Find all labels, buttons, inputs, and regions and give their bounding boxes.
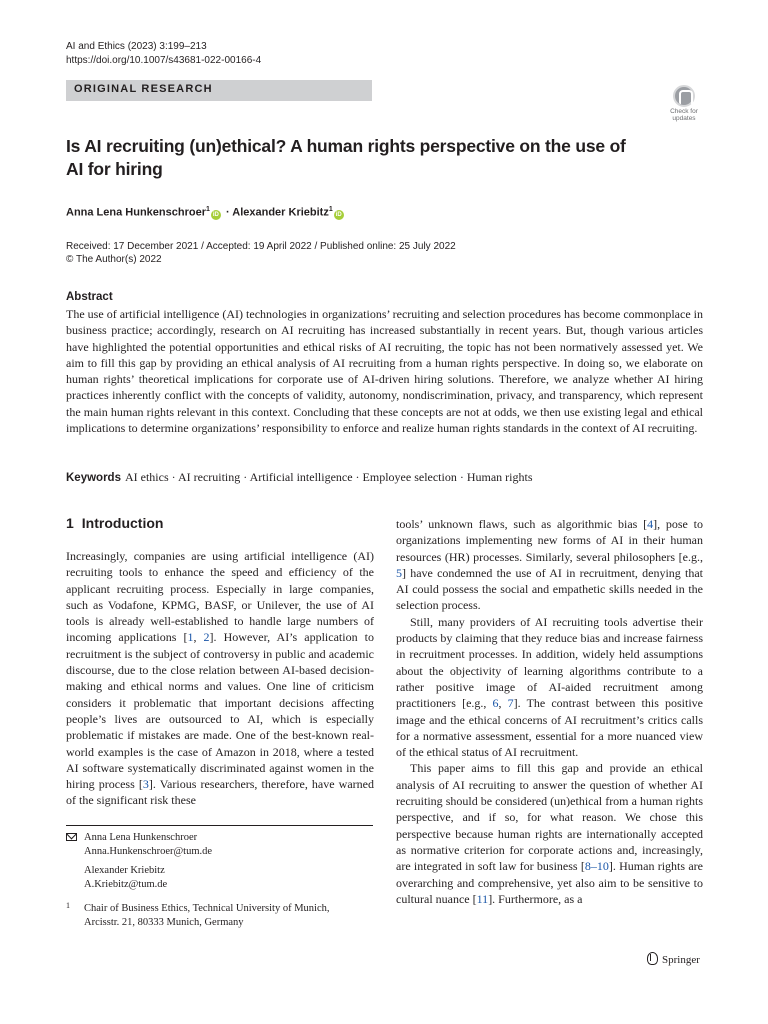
contact-name: Alexander Kriebitz — [84, 865, 165, 876]
contact-email[interactable]: Anna.Hunkenschroer@tum.de — [84, 846, 213, 857]
author-list — [66, 203, 346, 220]
journal-info — [66, 40, 261, 68]
publication-dates — [66, 240, 456, 266]
publisher-name: Springer — [662, 954, 700, 966]
paper-title: Is AI recruiting (un)ethical? A human rights perspective on the use of AI for hiring — [66, 136, 626, 179]
citation-link[interactable]: 3 — [142, 777, 149, 792]
paragraph: Still, many providers of AI recruiting tools advertise their products by claiming that they reduce bias and increase fairness in recruitment processes. In addition, widely held assumptions about the objectivity of learning algorithms contribute to a rather positive image of AI-aided recruitment among practitioners [e.g., 6, 7]. The contrast between this positive image and the ethical concerns of AI recruitment’s critics calls for a normative assessment, essential for a more nuanced view of the ethical status of AI recruitment. — [396, 614, 703, 760]
copyright-line: © The Author(s) 2022 — [66, 254, 162, 265]
affiliation-number: 1 — [66, 901, 70, 910]
author-name[interactable]: Alexander Kriebitz — [232, 206, 329, 219]
journal-citation: AI and Ethics (2023) 3:199–213 — [66, 41, 207, 52]
contact-email[interactable]: A.Kriebitz@tum.de — [84, 879, 168, 890]
abstract-heading: Abstract — [66, 291, 113, 303]
publisher-logo — [646, 951, 700, 966]
citation-link[interactable]: 7 — [507, 696, 514, 711]
body-column-left — [66, 548, 374, 809]
paragraph: This paper aims to fill this gap and provide an ethical analysis of AI recruiting to answer the question of whether AI recruiting should be considered (un)ethical from a human rights perspective, and if so, for what reason. We chose this perspective because human rights are internationally accepted as normative criterion for corporate actions and, increasingly, are integrated in soft law for business [8–10]. Human rights are overarching and comprehensive, yet also aim to be sensitive to cultural nuance [11]. Furthermore, as a — [396, 761, 703, 906]
section-heading-introduction — [66, 515, 163, 531]
citation-link[interactable]: 11 — [476, 891, 489, 906]
citation-link[interactable]: 6 — [492, 696, 499, 711]
affiliation-marker: 1 — [205, 206, 210, 213]
keywords-text: AI ethics · AI recruiting · Artificial intelligence · Employee selection · Human rights — [124, 470, 533, 484]
citation-link[interactable]: 5 — [396, 565, 402, 580]
section-number: 1 — [66, 515, 74, 531]
keywords-line — [66, 469, 533, 486]
citation-link[interactable]: 1 — [187, 630, 194, 645]
doi-link[interactable]: https://doi.org/10.1007/s43681-022-00166-4 — [66, 55, 262, 66]
check-for-updates-icon — [673, 85, 695, 107]
citation-link[interactable]: 2 — [203, 630, 210, 645]
check-for-updates-text: Check for updates — [670, 108, 698, 122]
paragraph: Increasingly, companies are using artificial intelligence (AI) recruiting tools to enhance the speed and efficiency of the applicant recruiting process. Especially in large companies, such as Vodafone, KPMG, BASF, or Unilever, the use of AI tools is already well-established to handle large numbers of incoming applications [1, 2]. However, AI’s application to recruitment is the subject of controversy in public and academic discourse, due to the close relation between AI-based decision-making and ethical norms and values. One line of criticism considers it problematic that important decisions affecting people’s lives are outsourced to AI, which is especially problematic if mistakes are made. One of the best-known real-world examples is the case of Amazon in 2018, where a tested AI software systematically discriminated against women in the hiring process [3]. Various researchers, therefore, have warned of the significant risk these — [66, 549, 374, 808]
orcid-icon[interactable]: iD — [212, 211, 219, 218]
corresponding-author-2 — [84, 864, 167, 892]
citation-link[interactable]: 4 — [647, 517, 654, 531]
citation-link[interactable]: 8–10 — [584, 859, 609, 874]
section-title: Introduction — [81, 515, 164, 531]
paragraph: tools’ unknown flaws, such as algorithmic bias [4], pose to organizations implementing new forms of AI in their human resources (HR) processes. Similarly, several philosophers [e.g., 5] have condemned the use of AI in recruitment, denying that AI could possess the social and empathetic skills needed in the selection process. — [396, 517, 703, 613]
keywords-label: Keywords — [66, 472, 121, 484]
section-label: ORIGINAL RESEARCH — [74, 83, 213, 95]
section-label-bar — [66, 80, 372, 101]
body-column-right — [396, 516, 703, 907]
contact-name: Anna Lena Hunkenschroer — [84, 832, 198, 843]
check-for-updates-badge[interactable] — [664, 84, 704, 124]
footnote-divider — [66, 825, 373, 826]
affiliation-marker: 1 — [328, 206, 333, 213]
author-name[interactable]: Anna Lena Hunkenschroer — [66, 206, 206, 219]
affiliation-footnote: Chair of Business Ethics, Technical University of Munich, Arcisstr. 21, 80333 Munich, Germany — [84, 903, 330, 928]
springer-horse-icon — [646, 951, 658, 965]
author-separator: · — [222, 206, 233, 219]
orcid-icon[interactable]: iD — [335, 211, 342, 218]
corresponding-author-1 — [84, 831, 212, 859]
abstract-text: The use of artificial intelligence (AI) technologies in organizations’ recruiting and selection procedures has become commonplace in business practice; accordingly, research on AI recruiting has increased substantially in recent years. But, though various articles have highlighted the potential opportunities and ethical risks of AI recruiting, the topic has not been normatively assessed yet. We aim to fill this gap by providing an ethical analysis of AI recruiting from a human rights perspective. In doing so, we elaborate on human rights’ theoretical implications for corporate use of AI-driven hiring solutions. Therefore, we analyze whether AI hiring practices inherently conflict with the concepts of validity, autonomy, nondiscrimination, privacy, and transparency, which represent the main human rights relevant in this context. Concluding that these concepts are not at odds, we then use existing legal and ethical implications to determine organizations’ responsibility to enforce and realize human rights standards in the context of AI recruiting. — [66, 307, 703, 436]
envelope-icon — [66, 833, 77, 841]
date-history: Received: 17 December 2021 / Accepted: 19 April 2022 / Published online: 25 July 2022 — [66, 241, 456, 252]
